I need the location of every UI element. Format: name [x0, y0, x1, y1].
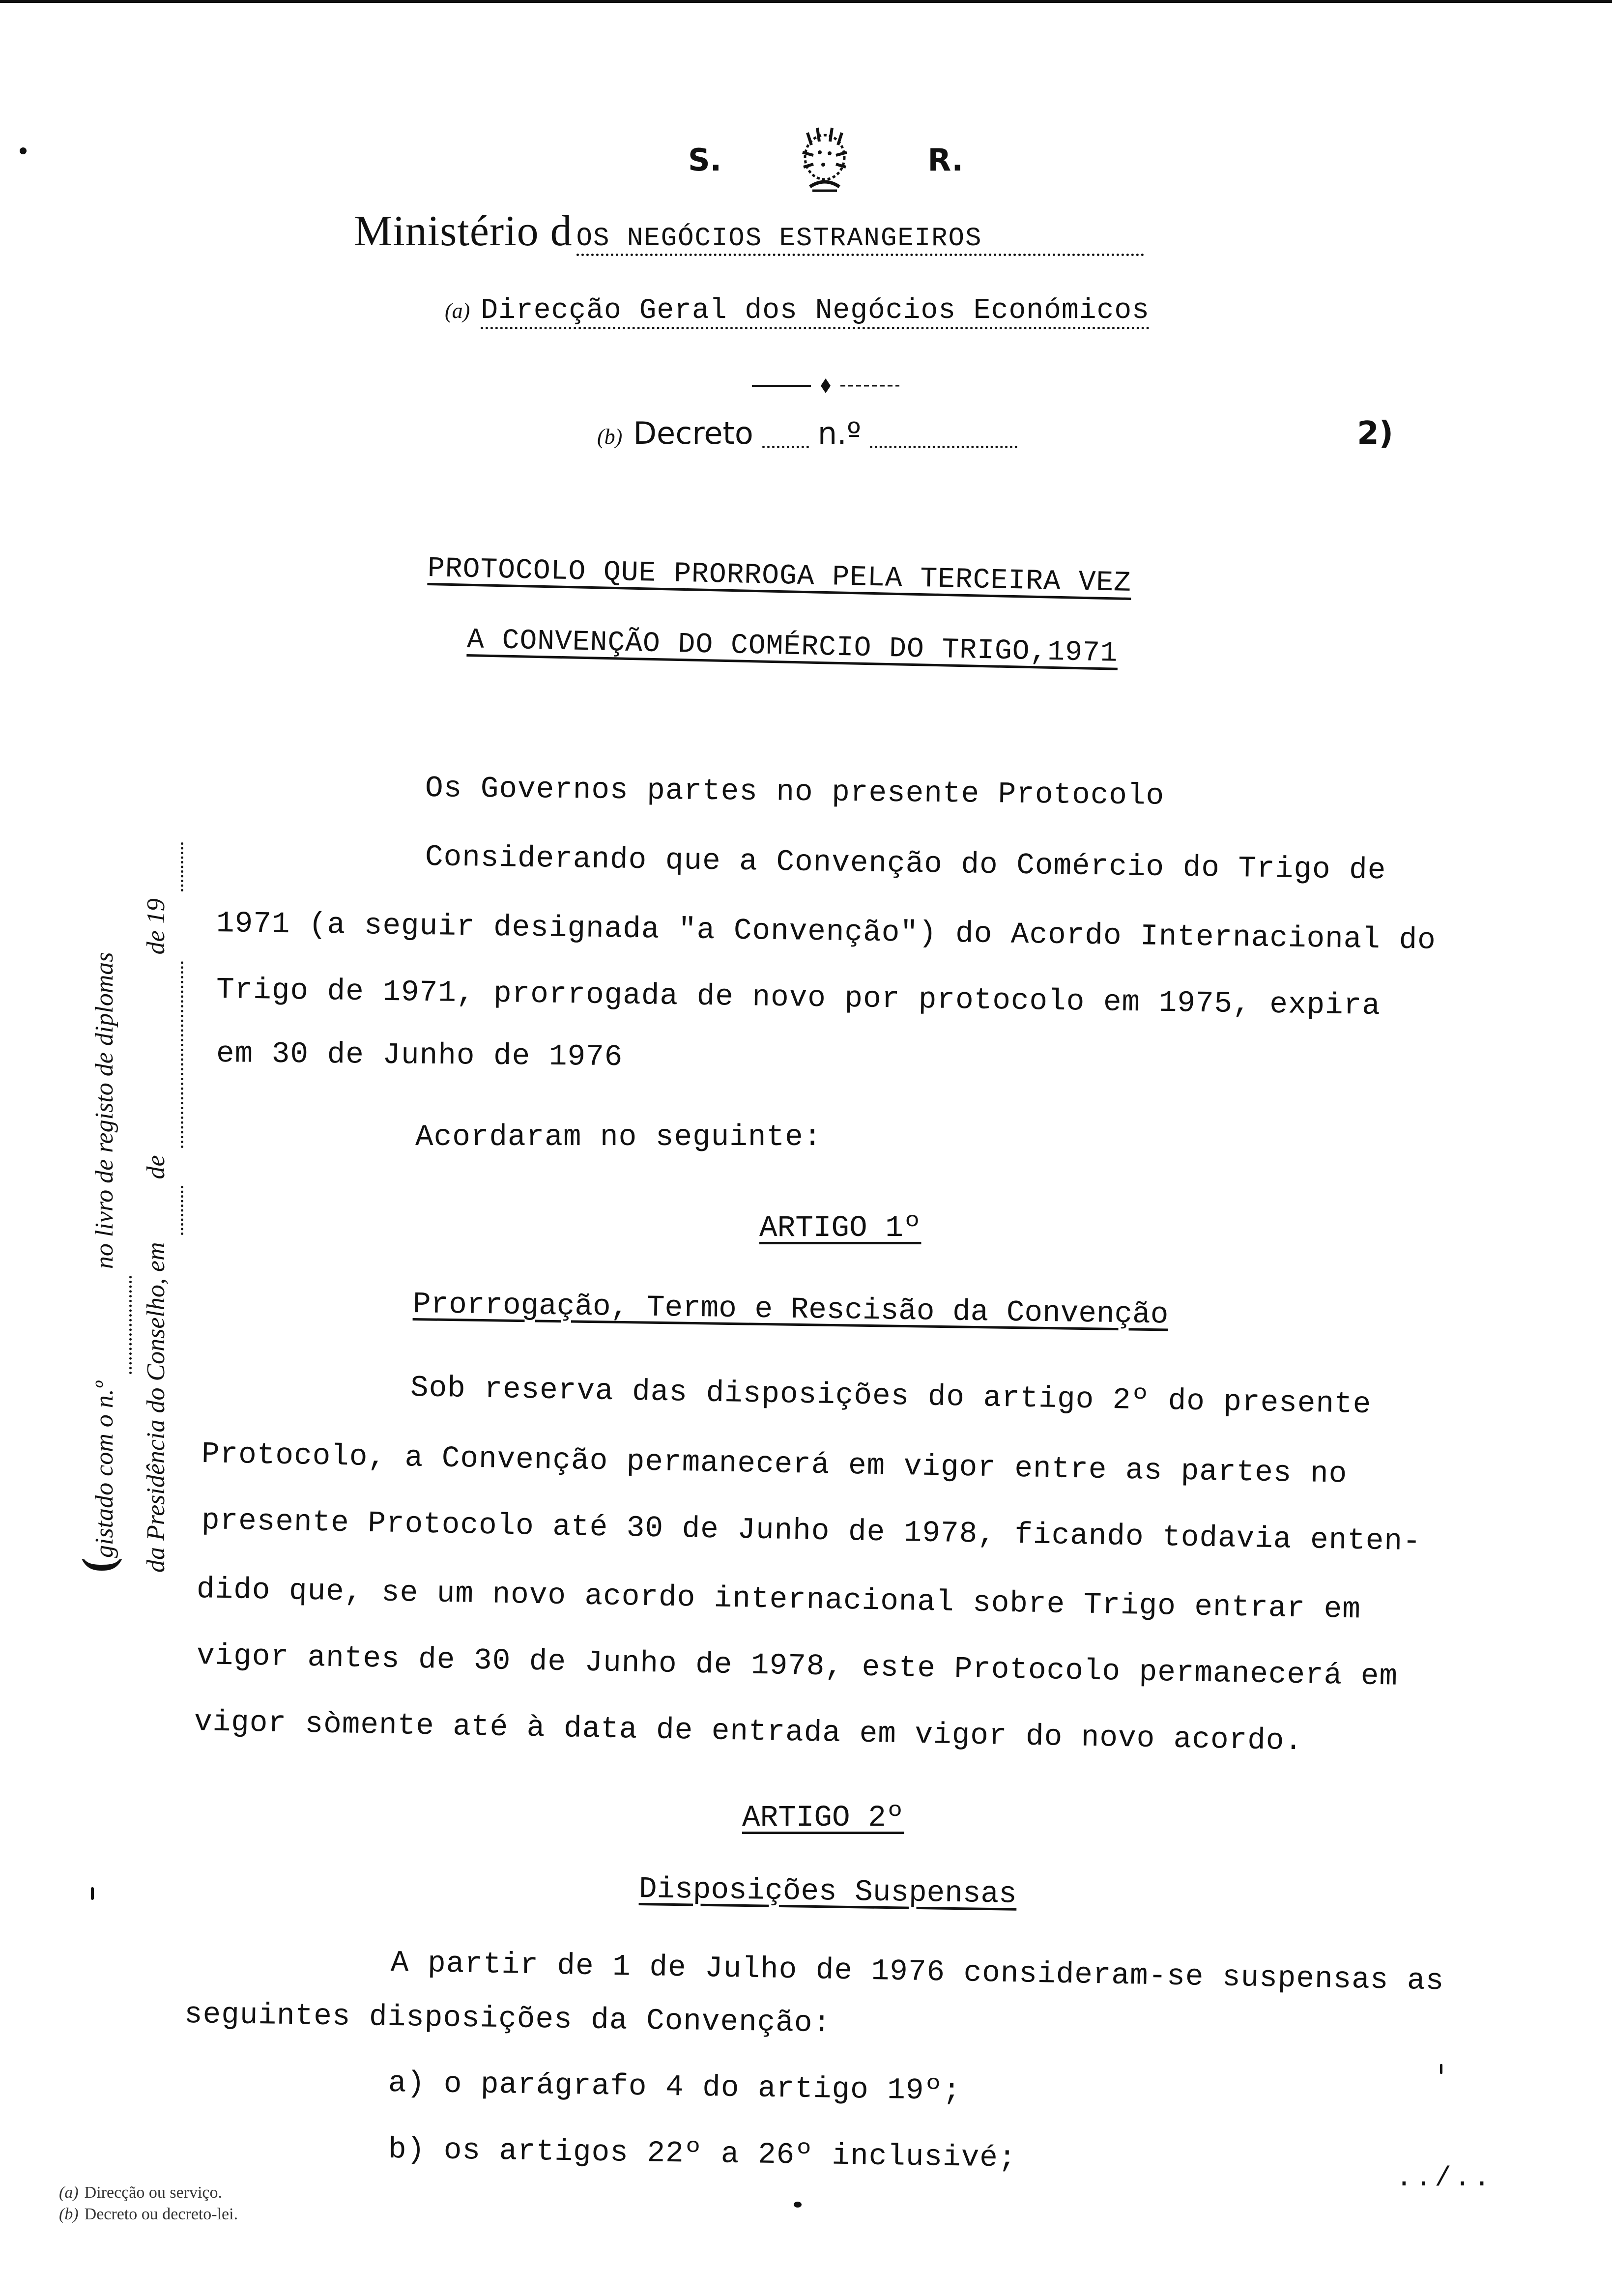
page-top-edge [0, 0, 1612, 3]
stamp-year-blank [132, 842, 183, 891]
scan-speck [794, 2202, 802, 2208]
article-2-item: b) os artigos 22º a 26º inclusivé; [388, 2133, 1017, 2176]
stamp-row-1 [74, 614, 132, 1573]
footnote-marker: (b) [59, 2205, 79, 2223]
document-title-line-1: PROTOCOLO QUE PRORROGA PELA TERCEIRA VEZ [427, 553, 1132, 600]
article-2-heading: Disposições Suspensas [638, 1872, 1017, 1912]
letterhead-left-letter: S. [688, 142, 722, 178]
preamble-considering-line: 1971 (a seguir designada "a Convenção") do Acordo Internacional do [216, 907, 1437, 958]
scan-speck [1440, 2064, 1442, 2074]
stamp-row-2 [132, 614, 183, 1573]
letterhead-right-letter: R. [927, 142, 963, 178]
footnote-text: Decreto ou decreto-lei. [84, 2205, 238, 2223]
continuation-mark: ../.. [1396, 2162, 1494, 2194]
direction-line [445, 295, 1150, 329]
direction-marker: (a) [445, 299, 470, 323]
scan-speck [91, 1887, 94, 1900]
article-1-text-line: Sob reserva das disposições do artigo 2º do presente [410, 1371, 1372, 1422]
article-2-text-line: seguintes disposições da Convenção: [184, 1998, 832, 2041]
page-number: 2) [1357, 415, 1393, 452]
decree-marker: (b) [597, 425, 623, 449]
footnote-b [59, 2204, 238, 2225]
preamble-parties: Os Governos partes no presente Protocolo [425, 772, 1165, 813]
coat-of-arms-icon [793, 123, 857, 197]
article-1-number: ARTIGO 1º [759, 1211, 921, 1245]
registration-margin-stamp [74, 614, 183, 1573]
preamble-considering-line: em 30 de Junho de 1976 [216, 1037, 623, 1075]
ministry-name-field: OS NEGÓCIOS ESTRANGEIROS [576, 224, 1145, 256]
letterhead-sr [688, 123, 963, 197]
article-1-heading: Prorrogação, Termo e Rescisão da Convenção [412, 1288, 1169, 1332]
preamble-considering-line: Trigo de 1971, prorrogada de novo por protocolo em 1975, expira [216, 973, 1381, 1024]
preamble-agreed: Acordaram no seguinte: [415, 1120, 822, 1154]
footnote-text: Direcção ou serviço. [84, 2183, 223, 2202]
stamp-year-label: de 19 [142, 898, 170, 955]
scan-speck [20, 147, 27, 154]
decree-type-blank [762, 436, 809, 448]
article-1-text-line: vigor antes de 30 de Junho de 1978, este Protocolo permanecerá em [196, 1639, 1398, 1694]
separator-ornament [752, 378, 899, 393]
article-1-text-line: Protocolo, a Convenção permanecerá em vigor entre as partes no [201, 1437, 1348, 1492]
stamp-presidency-label: da Presidência do Conselho, em [142, 1242, 170, 1573]
ministry-line [354, 206, 1144, 256]
article-2-item: a) o parágrafo 4 do artigo 19º; [388, 2066, 962, 2109]
stamp-de-label: de [142, 1155, 170, 1179]
document-title-line-2: A CONVENÇÃO DO COMÉRCIO DO TRIGO,1971 [466, 624, 1119, 670]
stamp-month-blank [132, 961, 183, 1148]
footnote-marker: (a) [59, 2183, 79, 2202]
article-2-text-line: A partir de 1 de Julho de 1976 consideram-se suspensas as [390, 1946, 1444, 1999]
stamp-book-label: no livro de registo de diplomas [90, 952, 118, 1269]
ministry-prefix: Ministério d [354, 207, 573, 255]
direction-field: Direcção Geral dos Negócios Económicos [481, 295, 1150, 329]
footnotes [59, 2182, 238, 2225]
decree-number-blank [870, 436, 1017, 448]
footnote-a [59, 2182, 238, 2204]
decree-label: Decreto [633, 415, 753, 451]
decree-line [597, 415, 1393, 452]
decree-number-label: n.º [817, 415, 862, 451]
stamp-bracket: ( [74, 1558, 122, 1573]
article-2-number: ARTIGO 2º [742, 1801, 904, 1835]
stamp-day-blank [132, 1186, 183, 1235]
article-1-text-line: presente Protocolo até 30 de Junho de 1978, ficando todavia enten- [201, 1504, 1422, 1559]
preamble-considering-line: Considerando que a Convenção do Comércio do Trigo de [425, 840, 1386, 888]
article-1-text-line: dido que, se um novo acordo internacional sobre Trigo entrar em [196, 1573, 1361, 1627]
stamp-number-blank [80, 1276, 132, 1374]
article-1-text-line: vigor sòmente até à data de entrada em vigor do novo acordo. [194, 1705, 1303, 1759]
stamp-registered-label: gistado com o n.º [90, 1381, 118, 1558]
